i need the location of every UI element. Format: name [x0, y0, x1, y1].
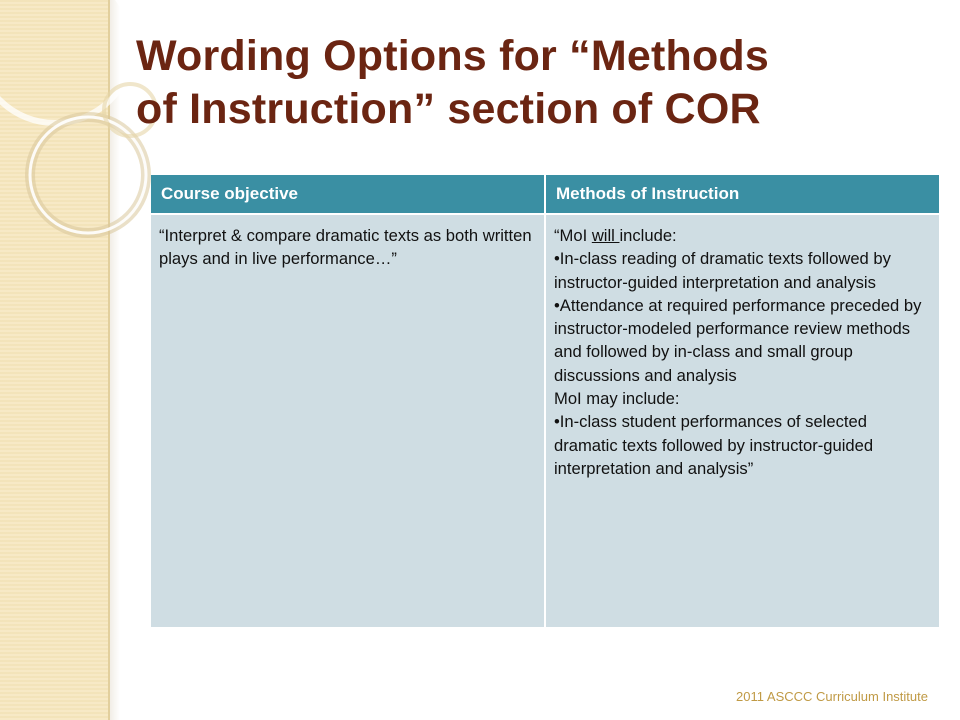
methods-table — [151, 175, 939, 627]
decorative-ring-large — [0, 0, 133, 123]
will-suffix: include: — [619, 226, 677, 245]
slide-title — [136, 30, 936, 136]
will-prefix: “MoI — [554, 226, 592, 245]
objective-text: “Interpret & compare dramatic texts as both written plays and in live performance…” — [159, 226, 532, 269]
will-item: •Attendance at required performance preceded by instructor-modeled performance review methods and followed by in-class and small group discussions and analysis — [554, 295, 922, 385]
slide-title-line-2: of Instruction” section of COR — [136, 85, 761, 133]
may-include-heading: MoI may include: — [554, 389, 680, 409]
will-word: will — [591, 226, 620, 245]
objective-cell — [151, 214, 545, 627]
table-row — [151, 214, 939, 627]
header-course-objective: Course objective — [151, 175, 545, 214]
header-methods-of-instruction: Methods of Instruction — [545, 175, 939, 214]
slide-title-line-1: Wording Options for “Methods — [136, 32, 770, 80]
may-item: •In-class student performances of selected dramatic texts followed by instructor-guided interpretation and analysis” — [554, 412, 874, 478]
table-header-row — [151, 175, 939, 214]
footer-text: 2011 ASCCC Curriculum Institute — [736, 689, 928, 704]
methods-cell — [545, 214, 939, 627]
will-include-line — [554, 224, 931, 247]
will-item: •In-class reading of dramatic texts followed by instructor-guided interpretation and analysis — [554, 249, 891, 292]
